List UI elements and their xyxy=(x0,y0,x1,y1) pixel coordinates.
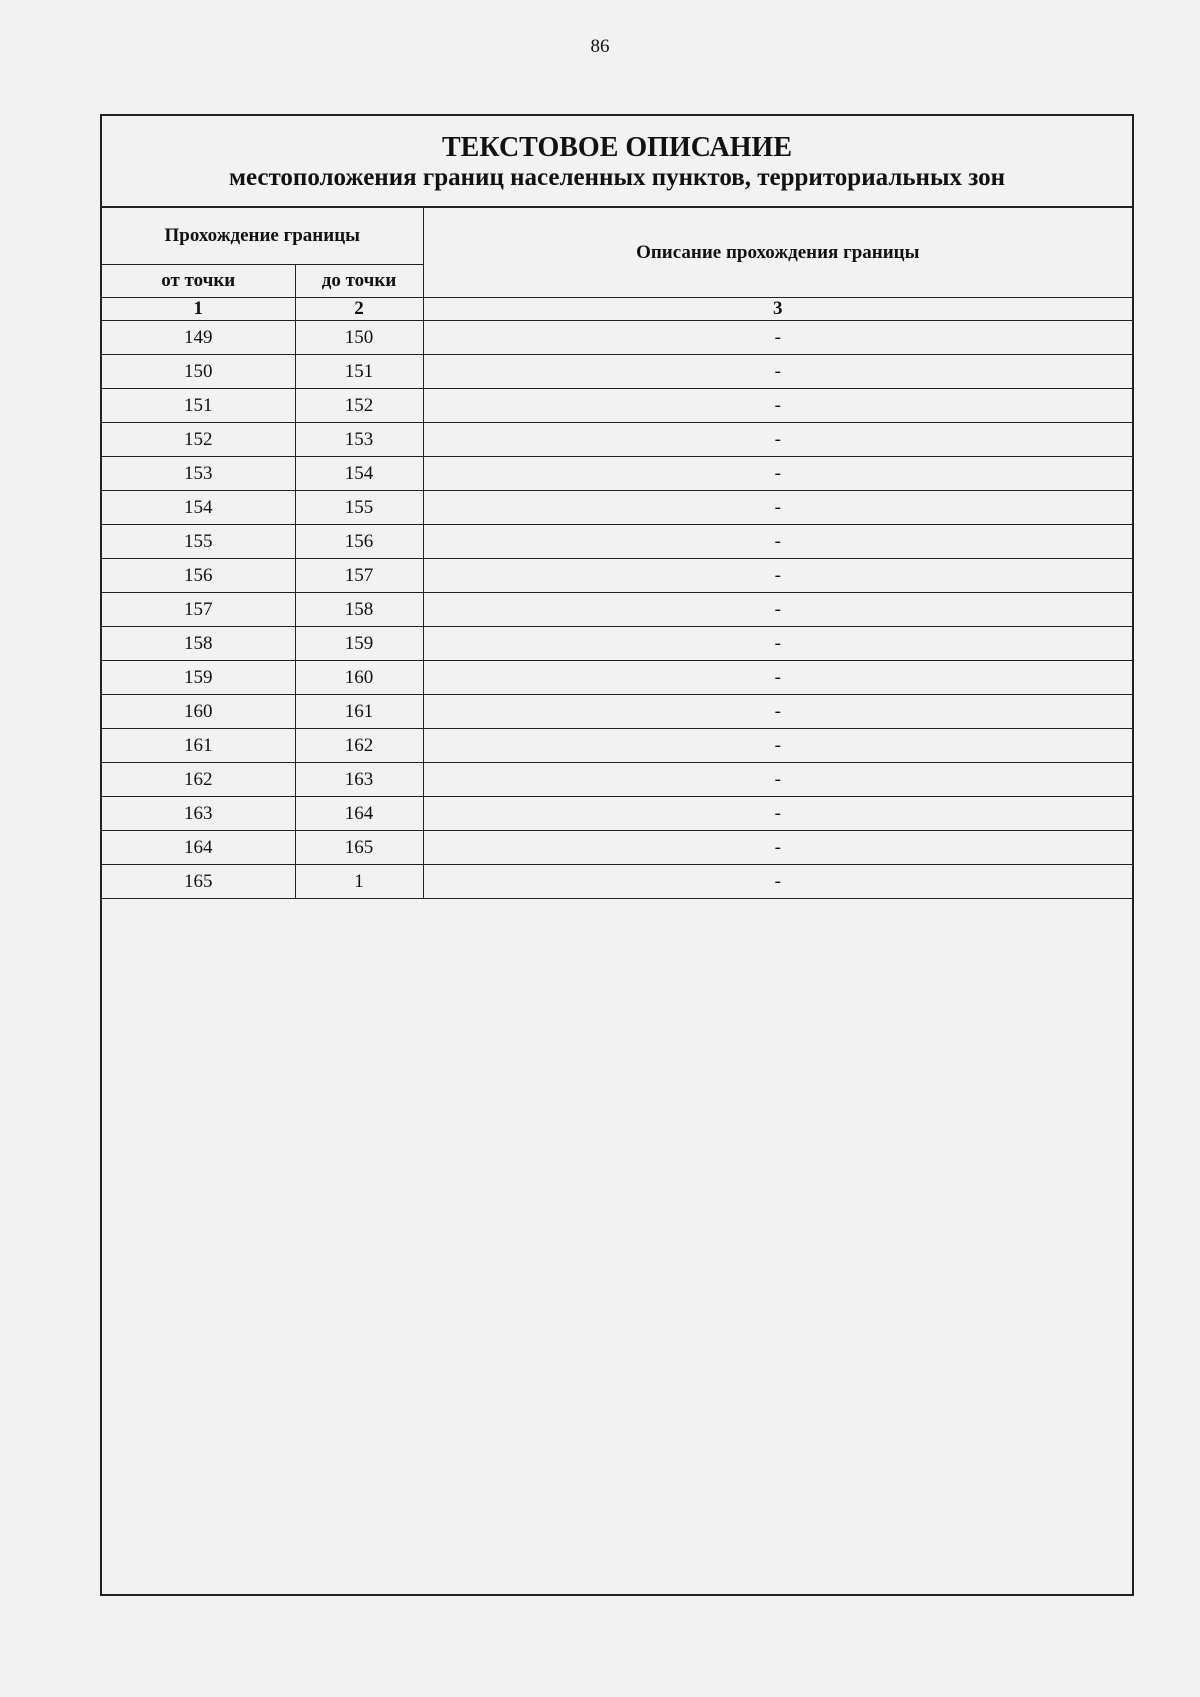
column-number: 1 xyxy=(102,298,295,321)
from-point-cell: 156 xyxy=(102,559,295,593)
to-point-cell: 156 xyxy=(295,525,423,559)
description-cell: - xyxy=(423,729,1132,763)
column-number: 2 xyxy=(295,298,423,321)
description-cell: - xyxy=(423,763,1132,797)
table-row xyxy=(102,865,1132,899)
to-point-cell: 164 xyxy=(295,797,423,831)
description-cell: - xyxy=(423,695,1132,729)
from-point-cell: 154 xyxy=(102,491,295,525)
from-point-cell: 163 xyxy=(102,797,295,831)
to-point-cell: 161 xyxy=(295,695,423,729)
to-point-cell: 1 xyxy=(295,865,423,899)
table-row xyxy=(102,559,1132,593)
from-point-cell: 161 xyxy=(102,729,295,763)
to-point-cell: 158 xyxy=(295,593,423,627)
to-point-cell: 159 xyxy=(295,627,423,661)
description-cell: - xyxy=(423,423,1132,457)
to-point-cell: 154 xyxy=(295,457,423,491)
column-number-row xyxy=(102,298,1132,321)
table-row xyxy=(102,491,1132,525)
document-frame xyxy=(100,114,1134,1596)
table-row xyxy=(102,389,1132,423)
table-row xyxy=(102,457,1132,491)
table-row xyxy=(102,661,1132,695)
table-row xyxy=(102,797,1132,831)
to-point-cell: 165 xyxy=(295,831,423,865)
column-number: 3 xyxy=(423,298,1132,321)
from-point-cell: 155 xyxy=(102,525,295,559)
table-row xyxy=(102,593,1132,627)
from-point-cell: 150 xyxy=(102,355,295,389)
boundary-table xyxy=(102,208,1132,899)
to-point-cell: 160 xyxy=(295,661,423,695)
table-row xyxy=(102,423,1132,457)
header-passage: Прохождение границы xyxy=(102,208,423,265)
from-point-cell: 165 xyxy=(102,865,295,899)
from-point-cell: 162 xyxy=(102,763,295,797)
to-point-cell: 155 xyxy=(295,491,423,525)
description-cell: - xyxy=(423,661,1132,695)
from-point-cell: 149 xyxy=(102,321,295,355)
description-cell: - xyxy=(423,321,1132,355)
from-point-cell: 151 xyxy=(102,389,295,423)
description-cell: - xyxy=(423,627,1132,661)
document-title: ТЕКСТОВОЕ ОПИСАНИЕ xyxy=(441,132,792,163)
header-to-point: до точки xyxy=(295,265,423,298)
document-subtitle: местоположения границ населенных пунктов, территориальных зон xyxy=(228,164,1006,191)
description-cell: - xyxy=(423,525,1132,559)
description-cell: - xyxy=(423,797,1132,831)
to-point-cell: 162 xyxy=(295,729,423,763)
table-row xyxy=(102,729,1132,763)
to-point-cell: 151 xyxy=(295,355,423,389)
description-cell: - xyxy=(423,491,1132,525)
table-row xyxy=(102,355,1132,389)
page-number: 86 xyxy=(590,36,610,57)
table-row xyxy=(102,831,1132,865)
from-point-cell: 152 xyxy=(102,423,295,457)
to-point-cell: 152 xyxy=(295,389,423,423)
header-row xyxy=(102,208,1132,265)
from-point-cell: 164 xyxy=(102,831,295,865)
header-from-point: от точки xyxy=(102,265,295,298)
description-cell: - xyxy=(423,559,1132,593)
to-point-cell: 163 xyxy=(295,763,423,797)
from-point-cell: 157 xyxy=(102,593,295,627)
table-row xyxy=(102,695,1132,729)
description-cell: - xyxy=(423,355,1132,389)
from-point-cell: 159 xyxy=(102,661,295,695)
title-block xyxy=(102,116,1132,208)
description-cell: - xyxy=(423,865,1132,899)
to-point-cell: 157 xyxy=(295,559,423,593)
from-point-cell: 153 xyxy=(102,457,295,491)
description-cell: - xyxy=(423,389,1132,423)
description-cell: - xyxy=(423,457,1132,491)
to-point-cell: 150 xyxy=(295,321,423,355)
header-description: Описание прохождения границы xyxy=(423,208,1132,298)
table-row xyxy=(102,627,1132,661)
table-row xyxy=(102,321,1132,355)
table-row xyxy=(102,525,1132,559)
description-cell: - xyxy=(423,831,1132,865)
table-row xyxy=(102,763,1132,797)
from-point-cell: 158 xyxy=(102,627,295,661)
to-point-cell: 153 xyxy=(295,423,423,457)
boundary-table-body xyxy=(102,208,1132,899)
description-cell: - xyxy=(423,593,1132,627)
from-point-cell: 160 xyxy=(102,695,295,729)
